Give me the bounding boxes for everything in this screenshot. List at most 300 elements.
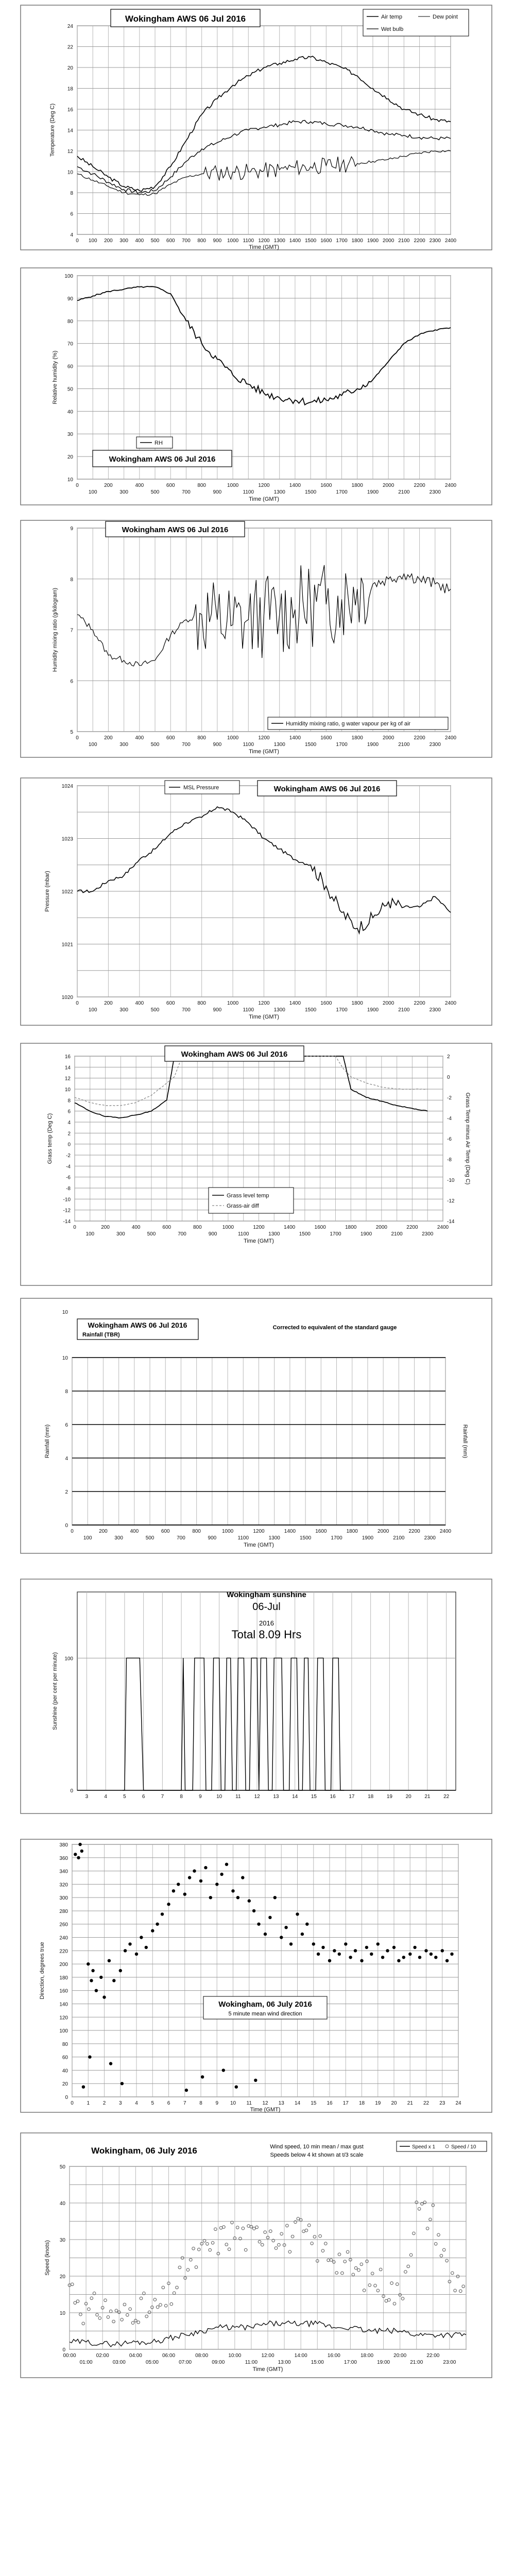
direction-point [284,1926,287,1929]
x-tick-label: 11 [246,2100,252,2106]
x-tick-label: 1500 [305,742,317,748]
x-tick-label: 1900 [367,742,379,748]
y-tick-label: 12 [67,149,73,155]
x-tick-label: 2400 [437,1225,449,1230]
x-tick-label: 3 [85,1794,89,1800]
x-tick-label: 2000 [375,1225,387,1230]
x-tick-label: 00:00 [63,2353,76,2359]
x-tick-label: 900 [213,742,222,748]
y-tick-label: 6 [65,1422,68,1428]
direction-point [90,1979,93,1982]
chart-total: Total 8.09 Hrs [231,1628,302,1641]
y-tick-label: 40 [67,409,73,415]
x-tick-label: 2400 [444,735,457,741]
chart-subtitle: Rainfall (TBR) [82,1332,120,1338]
x-tick-label: 17 [349,1794,355,1800]
x-tick-label: 1700 [336,742,348,748]
direction-point [183,1893,186,1896]
y-tick-label: 140 [59,2002,68,2008]
direction-point [248,1899,251,1902]
chart-title: Wokingham sunshine [227,1590,306,1599]
x-tick-label: 300 [114,1535,123,1541]
y-tick-label: -14 [63,1219,71,1225]
chart-year: 2016 [259,1619,274,1627]
y-tick-label: 80 [67,318,73,325]
x-tick-label: 11:00 [245,2360,258,2365]
direction-point [220,1873,223,1876]
y-tick-label: 20 [67,454,73,461]
x-tick-label: 10 [230,2100,236,2106]
chart-title: Wokingham AWS 06 Jul 2016 [122,526,229,534]
y-tick-label: 1022 [61,889,73,895]
x-tick-label: 400 [130,1529,139,1534]
direction-point [188,1876,191,1879]
y-tick-label: 6 [67,1109,71,1115]
x-tick-label: 17:00 [344,2360,357,2365]
direction-point [301,1933,304,1936]
y-tick-label: 50 [59,2164,65,2170]
x-tick-label: 300 [116,1231,125,1237]
x-tick-label: 1400 [289,1001,301,1006]
x-tick-label: 2100 [398,742,410,748]
x-tick-label: 200 [104,483,113,488]
chart-title: Wokingham AWS 06 Jul 2016 [109,455,216,464]
direction-point [333,1949,336,1952]
x-tick-label: 300 [119,742,128,748]
y-tick-label: 70 [67,341,73,347]
x-tick-label: 21:00 [410,2360,423,2365]
x-tick-label: 700 [178,1231,186,1237]
x-tick-label: 03:00 [112,2360,126,2365]
legend-mixing-ratio: Humidity mixing ratio, g water vapour per kg of air [286,721,411,727]
x-tick-label: 800 [197,238,207,244]
direction-point [273,1896,277,1899]
x-tick-label: 1900 [360,1231,372,1237]
direction-point [381,1956,384,1959]
chart-subtitle: Wind speed, 10 min mean / max gust [270,2144,364,2150]
y-tick-label: 0 [62,2347,65,2353]
x-tick-label: 1200 [258,483,270,488]
y2-tick-label: 2 [447,1054,450,1060]
direction-point [365,1946,368,1949]
y-tick-label: 340 [59,1869,68,1875]
x-tick-label: 8 [199,2100,202,2106]
y-axis-label: Grass temp (Deg C) [47,1113,53,1164]
y-axis-label: Rainfall (mm) [44,1424,50,1459]
x-tick-label: 1800 [351,735,363,741]
y-tick-label: 7 [70,628,73,634]
direction-point [102,1995,106,1998]
grass-temp-chart [21,1043,492,1285]
y-tick-label: 90 [67,296,73,302]
y-tick-label: -8 [66,1186,71,1192]
y-tick-label: 30 [59,2238,65,2243]
direction-point [91,1969,94,1972]
direction-point [305,1923,308,1926]
wind-direction-chart [21,1839,492,2113]
x-tick-label: 11 [235,1794,241,1800]
x-tick-label: 15 [311,1794,317,1800]
y-tick-label: 120 [59,2015,68,2021]
direction-point [354,1949,357,1952]
y-tick-label: 60 [62,2055,68,2061]
x-tick-label: 16:00 [327,2353,340,2359]
y-tick-label: 6 [70,211,73,217]
x-tick-label: 2100 [398,238,410,244]
x-tick-label: 500 [150,742,160,748]
direction-point [235,2086,238,2089]
x-tick-label: 0 [76,483,79,488]
direction-point [199,1879,202,1883]
x-tick-label: 4 [104,1794,107,1800]
legend-box [209,1188,294,1213]
legend-speed-x1: Speed x 1 [412,2144,436,2150]
x-tick-label: 18 [368,1794,374,1800]
x-tick-label: 2 [102,2100,106,2106]
x-tick-label: 1600 [320,735,332,741]
y-tick-label: -12 [63,1208,71,1214]
x-tick-label: 2300 [429,489,441,495]
x-tick-label: 0 [76,735,79,741]
pressure-chart [21,778,492,1025]
x-tick-label: 500 [150,238,160,244]
x-tick-label: 100 [85,1231,95,1237]
x-tick-label: 900 [208,1535,217,1541]
x-tick-label: 1000 [227,483,239,488]
x-tick-label: 1000 [222,1225,234,1230]
direction-point [408,1953,411,1956]
x-tick-label: 700 [182,238,191,244]
x-tick-label: 700 [177,1535,185,1541]
chart-title: Wokingham, 06 July 2016 [218,2000,312,2009]
x-tick-label: 600 [166,238,175,244]
x-tick-label: 22 [443,1794,450,1800]
x-axis-label: Time (GMT) [249,749,279,755]
x-tick-label: 2300 [422,1231,434,1237]
x-tick-label: 1300 [273,238,285,244]
x-tick-label: 900 [208,1231,217,1237]
y-tick-label: -2 [66,1153,71,1159]
y-tick-label: 0 [65,1523,68,1529]
direction-point [135,1953,138,1956]
x-tick-label: 600 [162,1225,171,1230]
y-tick-label: 10 [62,1355,68,1361]
x-tick-label: 1700 [331,1535,342,1541]
direction-point [193,1869,196,1872]
x-tick-label: 800 [192,1529,201,1534]
x-tick-label: 20 [391,2100,397,2106]
x-tick-label: 7 [161,1794,164,1800]
x-tick-label: 1700 [336,489,348,495]
x-tick-label: 1500 [305,1007,317,1013]
direction-point [317,1953,320,1956]
x-tick-label: 6 [167,2100,170,2106]
y-tick-label: 0 [70,1788,73,1794]
y2-tick-label: -10 [447,1178,455,1183]
x-tick-label: 09:00 [212,2360,225,2365]
x-tick-label: 1900 [367,1007,379,1013]
humidity-chart [21,268,492,505]
x-tick-label: 22 [423,2100,430,2106]
x-axis-label: Time (GMT) [249,244,279,250]
x-tick-label: 19:00 [377,2360,390,2365]
direction-point [112,1979,115,1982]
legend-rh: RH [154,440,163,446]
y-tick-label: 1024 [61,784,73,789]
x-tick-label: 2000 [383,483,394,488]
direction-point [145,1946,148,1949]
x-tick-label: 1200 [253,1225,265,1230]
x-tick-label: 400 [135,238,144,244]
x-tick-label: 1600 [315,1529,327,1534]
x-tick-label: 400 [135,483,144,488]
y2-tick-label: 0 [447,1075,450,1080]
x-tick-label: 800 [197,735,207,741]
x-tick-label: 0 [76,238,79,244]
direction-point [95,1989,98,1992]
y-axis-label: Humidity mixing ratio (g/kilogram) [52,587,58,672]
direction-point [434,1956,437,1959]
x-tick-label: 1600 [314,1225,326,1230]
x-tick-label: 1700 [336,1007,348,1013]
x-tick-label: 22:00 [426,2353,440,2359]
direction-point [124,1949,127,1952]
x-tick-label: 200 [99,1529,108,1534]
x-tick-label: 1700 [330,1231,341,1237]
direction-point [418,1956,421,1959]
y-tick-label: 100 [64,1656,73,1662]
direction-point [413,1946,416,1949]
chart-title: Wokingham AWS 06 Jul 2016 [88,1321,187,1329]
x-tick-label: 1200 [253,1529,265,1534]
x-tick-label: 2000 [377,1529,389,1534]
x-tick-label: 2200 [406,1225,418,1230]
direction-point [386,1949,389,1952]
sunshine-chart [21,1579,492,1814]
y2-tick-label: -8 [447,1157,452,1163]
direction-point [328,1959,331,1962]
direction-point [231,1889,234,1892]
x-tick-label: 2100 [398,1007,410,1013]
x-tick-label: 1900 [362,1535,374,1541]
chart-note: Corrected to equivalent of the standard gauge [272,1325,397,1331]
x-tick-label: 16 [330,1794,336,1800]
direction-point [87,1962,90,1965]
direction-point [204,1866,207,1869]
x-tick-label: 01:00 [79,2360,93,2365]
x-tick-label: 0 [76,1001,79,1006]
direction-point [109,2062,112,2065]
x-tick-label: 1000 [227,735,239,741]
direction-point [376,1942,380,1945]
y-tick-label: 8 [70,191,73,196]
y-tick-label: 6 [70,679,73,685]
y-tick-label: 4 [67,1120,71,1126]
y-tick-label: 80 [62,2041,68,2047]
y-tick-label: 1023 [61,836,73,842]
y-tick-label: 8 [67,1098,71,1104]
y-tick-label: 30 [67,432,73,438]
x-tick-label: 800 [197,1001,207,1006]
x-tick-label: 15 [311,2100,317,2106]
x-tick-label: 1900 [367,489,379,495]
y-tick-label: 4 [65,1456,68,1462]
y-tick-label: 40 [59,2201,65,2207]
y-tick-label: -6 [66,1175,71,1181]
x-tick-label: 500 [145,1535,154,1541]
x-tick-label: 14:00 [294,2353,307,2359]
y-tick-label: -4 [66,1164,71,1170]
direction-point [344,1942,347,1945]
y-tick-label: 14 [64,1065,71,1071]
x-tick-label: 14 [292,1794,298,1800]
direction-point [264,1933,267,1936]
x-tick-label: 2200 [414,1001,425,1006]
direction-point [296,1912,299,1916]
x-tick-label: 900 [213,238,222,244]
x-tick-label: 2400 [444,1001,457,1006]
y-tick-label: 20 [67,65,73,71]
direction-point [140,1936,143,1939]
x-tick-label: 100 [88,489,97,495]
direction-point [257,1923,260,1926]
x-tick-label: 2100 [398,489,410,495]
x-tick-label: 0 [73,1225,76,1230]
x-axis-label: Time (GMT) [249,496,279,502]
y-tick-label: 0 [65,2095,68,2100]
y-tick-label: 10 [64,1087,71,1093]
direction-point [289,1942,293,1945]
x-tick-label: 1800 [351,238,363,244]
chart-title: Wokingham AWS 06 Jul 2016 [273,785,381,793]
x-tick-label: 05:00 [145,2360,159,2365]
x-tick-label: 1100 [243,489,254,495]
y-axis-label: Direction, degrees true [39,1942,45,1999]
x-tick-label: 1200 [258,238,270,244]
x-tick-label: 4 [135,2100,138,2106]
chart-subtitle: 06-Jul [252,1601,281,1613]
direction-point [209,1896,212,1899]
direction-point [74,1853,77,1856]
x-tick-label: 12 [254,1794,260,1800]
y-tick-label: 20 [62,2081,68,2088]
wind-speed-chart [21,2133,492,2378]
direction-point [430,1953,433,1956]
x-tick-label: 9 [199,1794,202,1800]
x-tick-label: 1600 [320,1001,332,1006]
x-tick-label: 19 [375,2100,381,2106]
y-tick-label: 50 [67,386,73,393]
y2-tick-label: -6 [447,1137,452,1142]
x-tick-label: 1600 [320,238,332,244]
direction-point [108,1959,111,1962]
direction-point [77,1856,80,1859]
direction-point [392,1946,396,1949]
x-tick-label: 1000 [221,1529,234,1534]
direction-point [172,1889,175,1892]
direction-point [78,1843,81,1846]
x-tick-label: 2300 [429,238,441,244]
y-tick-label: 380 [59,1842,68,1848]
x-tick-label: 2200 [414,483,425,488]
x-tick-label: 2400 [444,238,457,244]
y-tick-label: 0 [67,1142,71,1148]
x-tick-label: 6 [142,1794,145,1800]
y-tick-label: 300 [59,1895,68,1902]
x-tick-label: 300 [119,1007,128,1013]
y-tick-label: 8 [70,577,73,583]
y-tick-label: 260 [59,1922,68,1928]
x-tick-label: 1400 [289,735,301,741]
x-tick-label: 1300 [273,1007,285,1013]
x-tick-label: 1600 [320,483,332,488]
x-axis-label: Time (GMT) [250,2107,281,2113]
direction-point [80,1850,83,1853]
mixing-ratio-chart [21,520,492,757]
legend-grass-air-diff: Grass-air diff [227,1203,259,1209]
y-tick-label: 1021 [61,942,73,948]
y-tick-label: 100 [59,2028,68,2035]
y-tick-label: 14 [67,128,73,134]
y-axis-label: Pressure (mbar) [44,871,50,912]
x-tick-label: 2200 [408,1529,420,1534]
y2-tick-label: -14 [447,1219,455,1225]
chart-title: Wokingham AWS 06 Jul 2016 [125,14,246,24]
x-tick-label: 21 [424,1794,431,1800]
x-tick-label: 1900 [367,238,379,244]
y2-tick-label: -4 [447,1116,452,1122]
y-tick-label: 160 [59,1988,68,1994]
x-tick-label: 2000 [383,735,394,741]
y-tick-label: 2 [65,1489,68,1495]
x-tick-label: 600 [166,1001,175,1006]
x-tick-label: 20 [405,1794,411,1800]
direction-point [236,1896,239,1899]
direction-point [215,1883,218,1886]
x-tick-label: 100 [88,742,97,748]
x-tick-label: 1300 [268,1231,280,1237]
x-tick-label: 400 [131,1225,141,1230]
x-tick-label: 1100 [237,1231,249,1237]
legend-wet-bulb: Wet bulb [381,26,404,32]
y-tick-label: 10 [59,2311,65,2316]
y-axis-label: Temperature (Deg C) [49,103,56,157]
x-tick-label: 200 [104,238,113,244]
direction-point [88,2055,91,2058]
x-tick-label: 200 [101,1225,110,1230]
x-tick-label: 1500 [305,489,317,495]
y-axis-label: Sunshine (per cent per minute) [52,1652,58,1731]
x-tick-label: 1000 [227,238,239,244]
x-tick-label: 1300 [268,1535,280,1541]
direction-point [121,2082,124,2085]
y-axis-label-right: Grass Temp minus Air Temp (Deg C) [465,1092,471,1185]
x-tick-label: 2200 [414,735,425,741]
y-tick-label: 8 [65,1389,68,1395]
direction-point [312,1942,315,1945]
x-axis-label: Time (GMT) [244,1238,274,1244]
x-tick-label: 1300 [273,489,285,495]
x-tick-label: 23 [439,2100,445,2106]
x-tick-label: 1100 [237,1535,249,1541]
x-tick-label: 1800 [351,483,363,488]
x-tick-label: 600 [166,735,175,741]
x-tick-label: 300 [119,238,128,244]
direction-point [321,1946,324,1949]
x-tick-label: 23:00 [443,2360,456,2365]
x-tick-label: 18 [358,2100,365,2106]
x-tick-label: 18:00 [360,2353,374,2359]
